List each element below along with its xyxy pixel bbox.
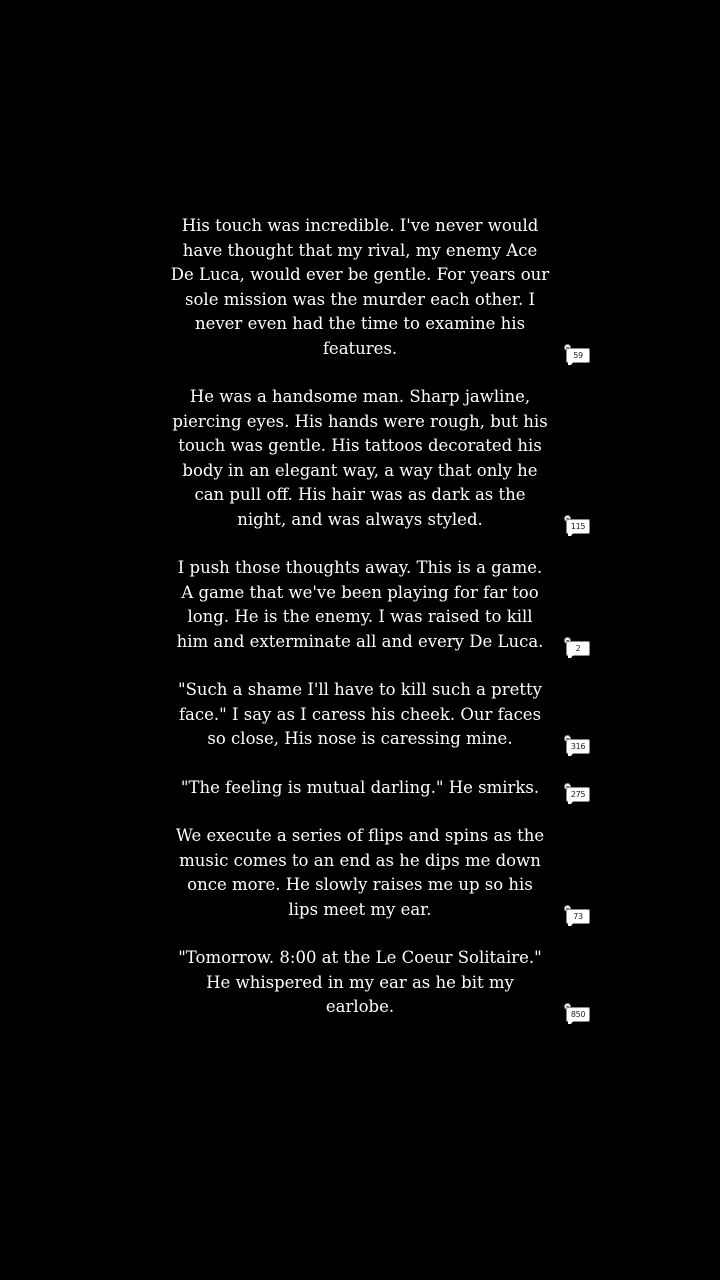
comment-bubble-icon: 850	[566, 1007, 590, 1022]
story-reader	[0, 214, 720, 1044]
inline-comment-button[interactable]	[566, 345, 590, 365]
inline-comment-button[interactable]	[566, 784, 590, 804]
paragraph	[170, 556, 581, 654]
paragraph-text: "The feeling is mutual darling." He smirks.	[180, 777, 540, 797]
paragraph	[170, 214, 583, 361]
paragraph	[170, 385, 586, 532]
paragraph	[170, 946, 586, 1020]
comment-bubble-icon: 316	[566, 739, 590, 754]
comment-bubble-icon: 115	[566, 519, 590, 534]
bubble-tail	[568, 361, 574, 365]
paragraph-text: We execute a series of flips and spins as the music comes to an end as he dips me down once more. He slowly raises me up so his lips meet my ear.	[175, 826, 545, 919]
paragraph-text: "Such a shame I'll have to kill such a pretty face." I say as I caress his cheek. Our faces so close, His nose is caressing mine.	[178, 680, 542, 748]
paragraph	[170, 776, 586, 801]
bubble-tail	[568, 532, 574, 536]
paragraph-text: His touch was incredible. I've never would have thought that my rival, my enemy Ace De Luca, would ever be gentle. For years our sole mission was the murder each other. I never even had the time to examine his features.	[170, 216, 550, 358]
inline-comment-button[interactable]	[566, 906, 590, 926]
comment-bubble-icon: 73	[566, 909, 590, 924]
comment-bubble-icon: 275	[566, 787, 590, 802]
inline-comment-button[interactable]	[566, 1004, 590, 1024]
bubble-tail	[568, 1020, 574, 1024]
comment-bubble-icon: 2	[566, 641, 590, 656]
comment-bubble-icon: 59	[566, 348, 590, 363]
bubble-tail	[568, 922, 574, 926]
bubble-tail	[568, 654, 574, 658]
paragraph-text: He was a handsome man. Sharp jawline, piercing eyes. His hands were rough, but his touch was gentle. His tattoos decorated his body in an elegant way, a way that only he can pull off. His hair was as dark as the night, and was always styled.	[172, 387, 548, 529]
bubble-tail	[568, 800, 574, 804]
paragraph	[170, 824, 583, 922]
inline-comment-button[interactable]	[566, 638, 590, 658]
inline-comment-button[interactable]	[566, 736, 590, 756]
paragraph-text: "Tomorrow. 8:00 at the Le Coeur Solitaire." He whispered in my ear as he bit my earlobe.	[178, 948, 542, 1016]
paragraph	[170, 678, 586, 752]
paragraph-text: I push those thoughts away. This is a game. A game that we've been playing for far too long. He is the enemy. I was raised to kill him and exterminate all and every De Luca.	[176, 558, 544, 651]
bubble-tail	[568, 752, 574, 756]
inline-comment-button[interactable]	[566, 516, 590, 536]
